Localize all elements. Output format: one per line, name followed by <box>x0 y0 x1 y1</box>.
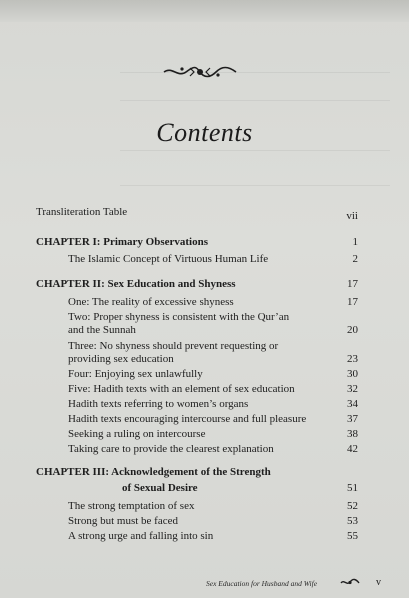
show-through-line <box>120 100 390 101</box>
toc-page-number: 52 <box>347 500 358 512</box>
toc-page-number: 51 <box>347 482 358 494</box>
toc-entry-text: of Sexual Desire <box>122 482 198 494</box>
footer-ornament-icon <box>340 578 360 587</box>
toc-entry-text: Seeking a ruling on intercourse <box>68 428 206 440</box>
page-number: v <box>376 577 381 588</box>
page-title: Contents <box>156 118 253 147</box>
toc-entry-text: A strong urge and falling into sin <box>68 530 214 542</box>
toc-page-number: 30 <box>347 368 358 380</box>
toc-entry-text: Two: Proper shyness is consistent with the Qur’an <box>68 311 290 323</box>
toc-page-number: 1 <box>352 236 358 248</box>
toc-page-number: 53 <box>347 515 358 527</box>
toc-entry-text: One: The reality of excessive shyness <box>68 296 234 308</box>
toc-entry-text: Four: Enjoying sex unlawfully <box>68 368 203 380</box>
toc-page-number: 2 <box>352 253 358 265</box>
toc-page-number: 32 <box>347 383 358 395</box>
toc-entry-text: providing sex education <box>68 353 174 365</box>
toc-entry-text: CHAPTER II: Sex Education and Shyness <box>36 278 236 290</box>
page-top-shadow <box>0 0 409 22</box>
toc-entry-text: CHAPTER I: Primary Observations <box>36 236 209 248</box>
toc-page-number: vii <box>346 210 358 222</box>
toc-page-number: 23 <box>347 353 358 365</box>
toc-page-number: 20 <box>347 324 358 336</box>
toc-entry-text: Hadith texts encouraging intercourse and full pleasure <box>68 413 307 425</box>
toc-entry-text: Three: No shyness should prevent requesting or <box>68 340 279 352</box>
toc-page-number: 17 <box>347 296 358 308</box>
toc-page-number: 55 <box>347 530 358 542</box>
toc-page-number: 38 <box>347 428 358 440</box>
show-through-line <box>120 185 390 186</box>
toc-entry-text: and the Sunnah <box>68 324 136 336</box>
toc-page-number: 34 <box>347 398 358 410</box>
toc-entry-text: Five: Hadith texts with an element of sex education <box>68 383 295 395</box>
toc-entry-text: Strong but must be faced <box>68 515 178 527</box>
toc-page-number: 42 <box>347 443 358 455</box>
toc-entry-text: Hadith texts referring to women’s organs <box>68 398 249 410</box>
toc-page-number: 37 <box>347 413 358 425</box>
toc-entry-text: Transliteration Table <box>36 206 128 218</box>
ornament-icon <box>160 64 240 80</box>
toc-page-number: 17 <box>347 278 358 290</box>
toc-entry-text: Taking care to provide the clearest explanation <box>68 443 274 455</box>
show-through-line <box>120 150 390 151</box>
toc-entry-text: The Islamic Concept of Virtuous Human Life <box>68 253 269 265</box>
toc-entry-text: CHAPTER III: Acknowledgement of the Strength <box>36 466 271 478</box>
running-title: Sex Education for Husband and Wife <box>206 579 318 588</box>
toc-entry-text: The strong temptation of sex <box>68 500 195 512</box>
